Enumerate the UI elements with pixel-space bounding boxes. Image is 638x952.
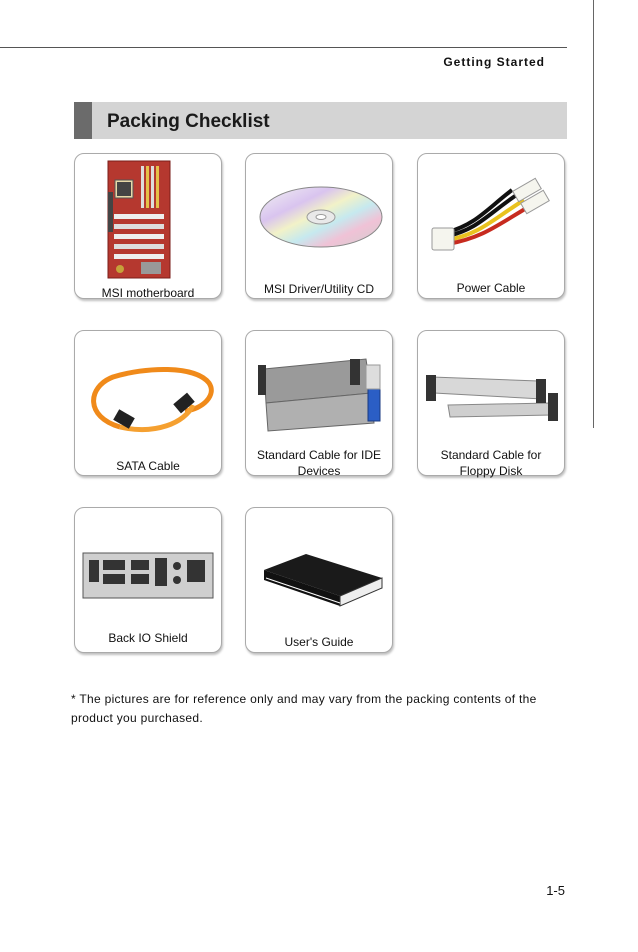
power-cable-icon	[418, 154, 564, 298]
item-label: User's Guide	[284, 635, 354, 649]
section-banner	[74, 102, 567, 139]
item-card-ide-cable	[245, 330, 393, 476]
cd-icon	[246, 154, 392, 298]
item-card-users-guide	[245, 507, 393, 653]
page-edge-rule	[593, 0, 594, 428]
item-label: MSI Driver/Utility CD	[264, 282, 374, 296]
banner-accent	[74, 102, 92, 139]
motherboard-icon	[75, 154, 221, 298]
item-card-cd	[245, 153, 393, 299]
item-card-power-cable	[417, 153, 565, 299]
item-card-io-shield	[74, 507, 222, 653]
item-label: Standard Cable for IDE Devices	[256, 448, 382, 478]
footnote: * The pictures are for reference only and may vary from the packing contents of the product you purchased.	[71, 692, 537, 725]
item-card-floppy-cable	[417, 330, 565, 476]
section-header: Getting Started	[443, 55, 545, 69]
item-label: MSI motherboard	[101, 286, 195, 300]
sata-cable-icon	[75, 331, 221, 475]
page-number: 1-5	[546, 883, 565, 898]
item-card-motherboard	[74, 153, 222, 299]
item-label: Standard Cable for Floppy Disk	[440, 448, 542, 478]
item-label: Power Cable	[456, 281, 526, 295]
item-label: Back IO Shield	[108, 631, 188, 645]
item-card-sata-cable	[74, 330, 222, 476]
banner-title: Packing Checklist	[107, 111, 270, 132]
header-rule	[0, 47, 567, 48]
item-label: SATA Cable	[116, 459, 180, 473]
book-icon	[246, 508, 392, 652]
